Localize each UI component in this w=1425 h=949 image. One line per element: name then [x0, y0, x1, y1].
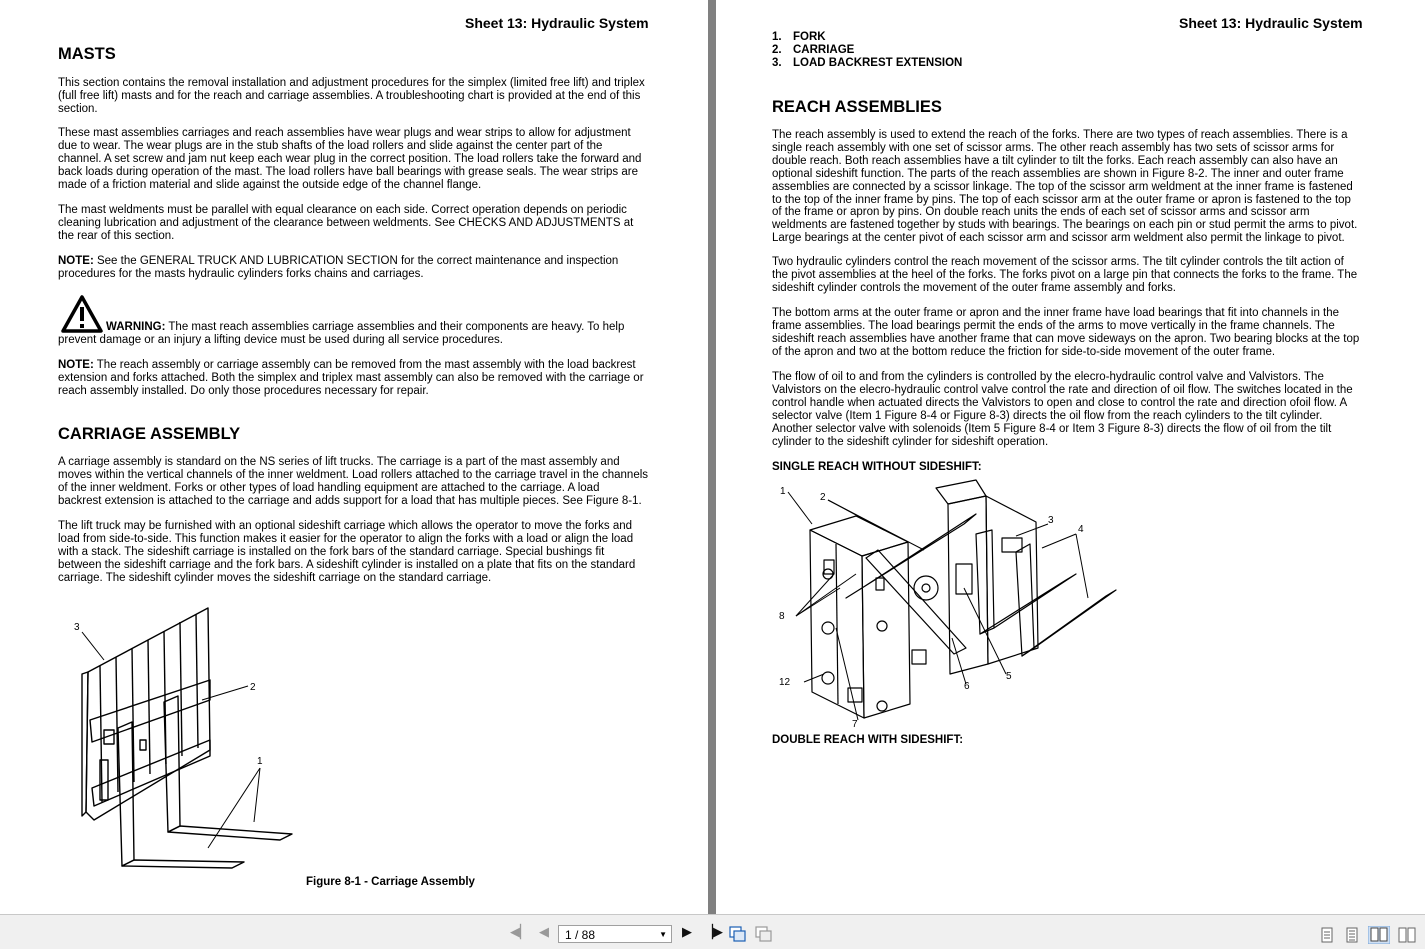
callout-3: 3: [74, 622, 80, 633]
next-page-icon[interactable]: ▶: [682, 924, 692, 939]
note-paragraph-2: [58, 359, 644, 398]
carriage-paragraph-1: A carriage assembly is standard on the NS series of lift trucks. The carriage is a part of the mast assembly and moves within the vertical channels of the inner weldment. Load rollers attached to the carriage travel in the channels of the inner weldment. Forks or other types of load handling equipment are attached to the carriage. A load backrest extension is attached to the carriage and adds support for a load that has multiple pieces. See Figure 8-1.: [58, 456, 649, 507]
page-select[interactable]: [558, 925, 672, 943]
page-indicator: 1 / 88: [565, 928, 596, 942]
note-label: NOTE:: [58, 255, 94, 267]
warning-text: The mast reach assemblies carriage assemblies and their components are heavy. To help: [165, 321, 625, 333]
note-paragraph-1: [58, 255, 618, 281]
sheet-title: Sheet 13: Hydraulic System: [1179, 15, 1363, 31]
warning-line-1: [106, 321, 624, 334]
figure-legend-list: [772, 31, 962, 70]
masts-heading: MASTS: [58, 45, 116, 63]
last-page-icon[interactable]: ▕▶: [703, 924, 723, 939]
callout-1: 1: [257, 756, 263, 767]
list-item: 2. CARRIAGE: [772, 44, 855, 56]
masts-paragraph-1: This section contains the removal installation and adjustment procedures for the simplex (limited free lift) and triplex (full free lift) masts and for the reach and carriage assemblies. A troubleshooting chart is provided at the end of this section.: [58, 77, 645, 115]
single-reach-figure: [776, 478, 1126, 730]
callout-7: 7: [852, 719, 858, 730]
note-text: See the GENERAL TRUCK AND LUBRICATION SECTION for the correct maintenance and inspection procedures for the masts hydraulic cylinders forks chains and carriages.: [58, 255, 619, 280]
continuous-view-icon[interactable]: [1344, 927, 1360, 943]
masts-paragraph-3: The mast weldments must be parallel with equal clearance on each side. Correct operation depends on periodic cleaning lubrication and adjustment of the clearance between weldments. See CHECKS AND ADJUSTMENTS at the rear of this section.: [58, 204, 634, 242]
paste-icon[interactable]: [755, 926, 773, 942]
copy-icon[interactable]: [729, 926, 747, 942]
reach-paragraph-2: Two hydraulic cylinders control the reach movement of the scissor arms. The tilt cylinder controls the tilt action of the pivot assemblies at the heel of the forks. The forks pivot on a large pin that connects the forks to the frame. The sideshift cylinder controls the movement of the outer frame assembly and forks.: [772, 256, 1358, 294]
chevron-down-icon: ▼: [659, 930, 667, 939]
carriage-assembly-figure: [60, 600, 320, 880]
first-page-icon[interactable]: ◀▏: [510, 924, 530, 939]
note-label: NOTE:: [58, 359, 94, 371]
single-reach-label: SINGLE REACH WITHOUT SIDESHIFT:: [772, 461, 982, 473]
note-text: The reach assembly or carriage assembly can be removed from the mast assembly with the load backrest extension and forks attached. Both the simplex and triplex mast assembly can also be removed with the carriage or reach assembly installed. Do only those procedures necessary for repair.: [58, 359, 644, 397]
callout-4: 4: [1078, 524, 1084, 535]
callout-3: 3: [1048, 515, 1054, 526]
prev-page-icon[interactable]: ◀: [539, 924, 549, 939]
continuous-facing-view-icon[interactable]: [1398, 927, 1416, 943]
reach-paragraph-1: The reach assembly is used to extend the reach of the forks. There are two types of reach assemblies. There is a single reach assembly with one set of scissor arms. The other reach assembly has two sets of scissor arms for double reach. Both reach assemblies have a tilt cylinder to tilt the forks. Each reach assembly can also have an optional sideshift function. The parts of the reach assemblies are shown in Figure 8-2. The inner and outer frame assemblies are connected by a scissor linkage. The top of the scissor arm weldment at the inner frame is fastened to the top of the inner frame by pins. The top of each scissor arm at the outer frame or apron is fastened to the top of the frame or apron by pins. On double reach units the ends of each set of scissor arms and scissor arm weldments are fastened together by studs with bearings. The bearings on each pin or stud permit the arms to pivot. Large bearings at the center pivot of each scissor arm and scissor arm weldment also permit the linkage to pivot.: [772, 129, 1358, 245]
facing-view-icon[interactable]: [1368, 926, 1390, 944]
callout-2: 2: [250, 682, 256, 693]
list-item: 3. LOAD BACKREST EXTENSION: [772, 57, 963, 69]
right-page: [716, 0, 1425, 914]
callout-8: 8: [779, 611, 785, 622]
left-page: [0, 0, 708, 914]
callout-6: 6: [964, 681, 970, 692]
carriage-heading: CARRIAGE ASSEMBLY: [58, 425, 241, 443]
double-reach-label: DOUBLE REACH WITH SIDESHIFT:: [772, 734, 964, 746]
reach-paragraph-4: The flow of oil to and from the cylinders is controlled by the elecro-hydraulic control valve and Valvistors. The Valvistors on the elecro-hydraulic control valve control the rate and direction of oil flow. The switches located in the control handle when actuated directs the Valvistors to open and close to control the rate and direction ofoil flow. A selector valve (Item 1 Figure 8-4 or Figure 8-3) directs the oil flow from the reach cylinders to the tilt cylinder. Another selector valve with solenoids (Item 5 Figure 8-4 or Item 3 Figure 8-3) directs the flow of oil from the tilt cylinder to the sideshift cylinder for sideshift operation.: [772, 371, 1353, 448]
single-page-view-icon[interactable]: [1320, 927, 1334, 943]
callout-5: 5: [1006, 671, 1012, 682]
figure-caption: Figure 8-1 - Carriage Assembly: [306, 876, 475, 888]
reach-heading: REACH ASSEMBLIES: [772, 98, 942, 116]
reach-paragraph-3: The bottom arms at the outer frame or apron and the inner frame have load bearings that fit into channels in the frame assemblies. The load bearings permit the ends of the arms to move vertically in the frame channels. The sideshift reach assemblies have another frame that can move sideways on the apron. Two bearing blocks at the top of the apron and two at the bottom reduce the friction for side-to-side movement of the outer frame.: [772, 307, 1360, 358]
warning-icon: [60, 294, 104, 334]
viewer-toolbar: [0, 914, 1425, 949]
callout-1: 1: [780, 486, 786, 497]
callout-12: 12: [779, 677, 791, 688]
masts-paragraph-2: These mast assemblies carriages and reach assemblies have wear plugs and wear strips to allow for adjustment due to wear. The wear plugs are in the stub shafts of the load rollers and slide against the center part of the channel. A set screw and jam nut keep each wear plug in the correct position. The load rollers take the forward and back loads during operation of the mast. The load rollers have ball bearings with grease seals. The wear strips are made of a friction material and slide against the outside edge of the channel flange.: [58, 127, 642, 191]
callout-2: 2: [820, 492, 826, 503]
warning-label: WARNING:: [106, 321, 166, 333]
sheet-title: Sheet 13: Hydraulic System: [465, 15, 649, 31]
list-item: 1. FORK: [772, 31, 826, 43]
warning-line-2: prevent damage or an injury a lifting device must be used during all service procedures.: [58, 334, 503, 346]
carriage-paragraph-2: The lift truck may be furnished with an optional sideshift carriage which allows the operator to move the forks and load from side-to-side. This function makes it easier for the operator to align the forks with a load or align the load with a stack. The sideshift carriage is installed on the fork bars of the standard carriage. Special bushings fit between the sideshift carriage and the fork bars. A sideshift cylinder is installed on a plate that fits on the standard carriage. The sideshift cylinder moves the sideshift carriage on the standard carriage.: [58, 520, 636, 584]
